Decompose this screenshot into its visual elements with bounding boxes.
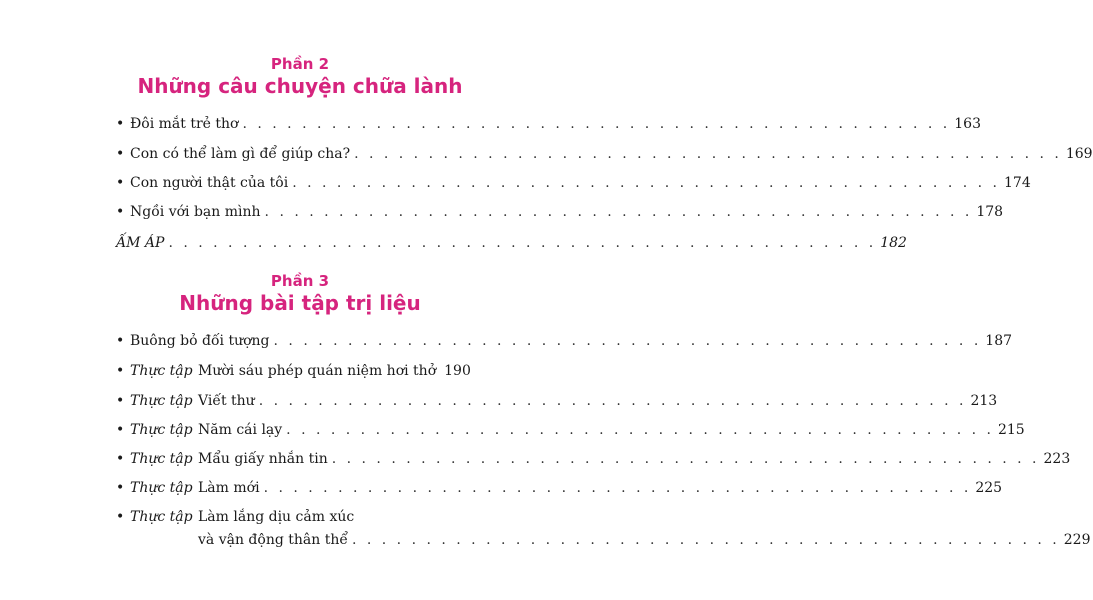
page-number: 169 — [1065, 146, 1093, 162]
part-2-label: Phần 2 — [270, 55, 330, 73]
entry-title: Năm cái lạy — [198, 422, 283, 438]
toc-entry[interactable] — [116, 331, 1013, 351]
page-number: 182 — [880, 235, 907, 251]
entry-title: Ngồi với bạn mình — [130, 204, 261, 220]
page-number: 178 — [976, 204, 1004, 220]
toc-entry[interactable] — [116, 173, 1031, 193]
bullet: • — [116, 509, 125, 525]
bullet: • — [116, 480, 125, 496]
entry-title: Viết thư — [198, 393, 255, 409]
bullet: • — [116, 204, 125, 220]
entry-title: ẤM ÁP — [116, 235, 165, 251]
bullet: • — [116, 333, 125, 349]
toc-entry[interactable] — [116, 391, 998, 411]
toc-entry-special[interactable] — [116, 233, 907, 253]
dot-leader: . . . . . . . . . . . . . . . . . . . . . . . . . . . . . . . . . . . . . . . . . . . . . . . . — [286, 422, 994, 438]
toc-entry[interactable] — [116, 478, 1003, 498]
toc-entry[interactable] — [116, 202, 1004, 222]
entry-title: Mẩu giấy nhắn tin — [198, 451, 328, 467]
page-number: 215 — [997, 422, 1025, 438]
dot-leader: . . . . . . . . . . . . . . . . . . . . . . . . . . . . . . . . . . . . . . . . . . . . . . . . — [258, 393, 967, 409]
entry-title: Đôi mắt trẻ thơ — [130, 116, 239, 132]
page-number: 223 — [1043, 451, 1071, 467]
bullet: • — [116, 451, 125, 467]
bullet: • — [116, 393, 125, 409]
entry-title: Buông bỏ đối tượng — [130, 333, 270, 349]
bullet: • — [116, 146, 125, 162]
entry-title: Con người thật của tôi — [130, 175, 289, 191]
page-number: 174 — [1004, 175, 1031, 191]
practice-prefix: Thực tập — [130, 480, 193, 496]
practice-prefix: Thực tập — [130, 451, 193, 467]
dot-leader: . . . . . . . . . . . . . . . . . . . . . . . . . . . . . . . . . . . . . . . . . . . . . . . . — [354, 146, 1062, 162]
dot-leader: . . . . . . . . . . . . . . . . . . . . . . . . . . . . . . . . . . . . . . . . . . . . . . . . — [351, 532, 1060, 548]
practice-prefix: Thực tập — [130, 393, 193, 409]
toc-entry[interactable] — [116, 144, 1093, 164]
bullet: • — [116, 116, 125, 132]
part-3-title: Những bài tập trị liệu — [179, 291, 421, 315]
toc-entry-continuation[interactable] — [198, 530, 1091, 550]
entry-title: Mười sáu phép quán niệm hơi thở — [198, 363, 437, 379]
dot-leader: . . . . . . . . . . . . . . . . . . . . . . . . . . . . . . . . . . . . . . . . . . . . . . . . — [264, 204, 973, 220]
bullet: • — [116, 175, 125, 191]
practice-prefix: Thực tập — [130, 422, 193, 438]
bullet: • — [116, 363, 125, 379]
bullet: • — [116, 422, 125, 438]
page-number: 213 — [970, 393, 998, 409]
toc-entry[interactable] — [116, 361, 471, 381]
entry-title: Làm lắng dịu cảm xúc — [198, 509, 355, 525]
page-number: 163 — [954, 116, 981, 132]
dot-leader: . . . . . . . . . . . . . . . . . . . . . . . . . . . . . . . . . . . . . . . . . . . . . . . . — [273, 333, 982, 349]
practice-prefix: Thực tập — [130, 363, 193, 379]
part-2-title: Những câu chuyện chữa lành — [137, 74, 463, 98]
dot-leader: . . . . . . . . . . . . . . . . . . . . . . . . . . . . . . . . . . . . . . . . . . . . . . . . — [242, 116, 951, 132]
toc-entry[interactable] — [116, 114, 981, 134]
dot-leader: . . . . . . . . . . . . . . . . . . . . . . . . . . . . . . . . . . . . . . . . . . . . . . . . — [263, 480, 972, 496]
page-number: 229 — [1063, 532, 1091, 548]
entry-title: Làm mới — [198, 480, 260, 496]
toc-entry[interactable] — [116, 507, 456, 527]
practice-prefix: Thực tập — [130, 509, 193, 525]
toc-entry[interactable] — [116, 449, 1071, 469]
page-number: 187 — [985, 333, 1013, 349]
page-number: 225 — [975, 480, 1003, 496]
dot-leader: . . . . . . . . . . . . . . . . . . . . . . . . . . . . . . . . . . . . . . . . . . . . . . . . — [292, 175, 1000, 191]
toc-entry[interactable] — [116, 420, 1025, 440]
dot-leader: . . . . . . . . . . . . . . . . . . . . . . . . . . . . . . . . . . . . . . . . . . . . . . . . — [168, 235, 877, 251]
dot-leader: . . . . . . . . . . . . . . . . . . . . . . . . . . . . . . . . . . . . . . . . . . . . . . . . — [331, 451, 1040, 467]
part-3-label: Phần 3 — [270, 272, 330, 290]
page-number: 190 — [444, 363, 471, 379]
entry-title: Con có thể làm gì để giúp cha? — [130, 146, 351, 162]
entry-title-line-2: và vận động thân thể — [198, 532, 348, 548]
